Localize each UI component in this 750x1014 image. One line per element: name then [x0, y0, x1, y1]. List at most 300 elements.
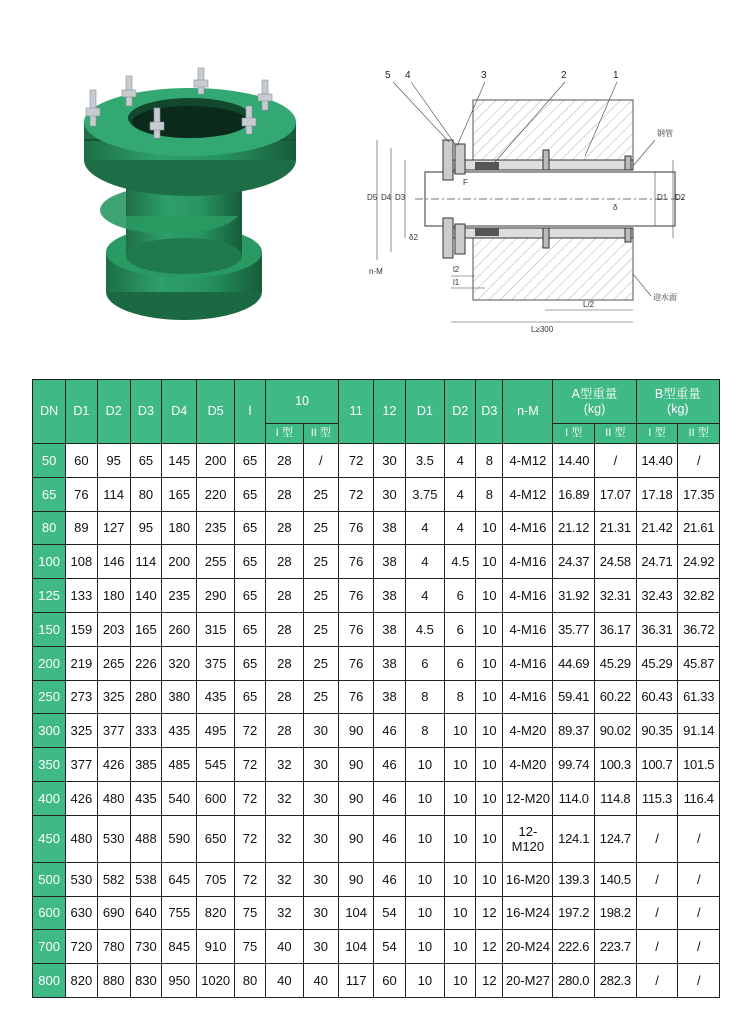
- cell-l: 65: [234, 680, 265, 714]
- cell-b1: /: [636, 930, 678, 964]
- cell-a2: 45.29: [594, 646, 636, 680]
- cell-d4: 180: [162, 511, 197, 545]
- cell-dd2: 10: [445, 815, 476, 862]
- cell-d5: 1020: [197, 964, 234, 998]
- cell-dd2: 6: [445, 579, 476, 613]
- label-b2: δ2: [409, 233, 418, 242]
- cell-b1: 21.42: [636, 511, 678, 545]
- cell-t10-2: 25: [303, 545, 338, 579]
- cell-t10-2: 30: [303, 862, 338, 896]
- cell-c12: 46: [374, 862, 405, 896]
- cell-dd2: 4: [445, 477, 476, 511]
- cell-c12: 54: [374, 930, 405, 964]
- cell-l: 65: [234, 444, 265, 478]
- header-dd3: D3: [476, 380, 503, 444]
- cell-c11: 117: [338, 964, 373, 998]
- cell-b2: 17.35: [678, 477, 720, 511]
- cell-nm: 4-M16: [503, 612, 553, 646]
- cell-dd2: 10: [445, 781, 476, 815]
- cell-l: 72: [234, 862, 265, 896]
- cell-dd1: 4.5: [405, 612, 445, 646]
- cell-nm: 4-M16: [503, 680, 553, 714]
- header-dd1: D1: [405, 380, 445, 444]
- cell-d2: 480: [97, 781, 130, 815]
- cell-dd3: 10: [476, 545, 503, 579]
- cell-nm: 20-M27: [503, 964, 553, 998]
- label-f: F: [463, 178, 468, 187]
- cell-t10-1: 28: [266, 477, 303, 511]
- cell-nm: 20-M24: [503, 930, 553, 964]
- cell-t10-1: 28: [266, 579, 303, 613]
- cell-d4: 540: [162, 781, 197, 815]
- callout-3: 3: [481, 70, 487, 81]
- header-10-type2: II 型: [303, 424, 338, 444]
- table-row: [33, 896, 720, 930]
- cell-t10-1: 32: [266, 748, 303, 782]
- cell-b1: 60.43: [636, 680, 678, 714]
- cell-d3: 140: [130, 579, 161, 613]
- cell-d3: 95: [130, 511, 161, 545]
- header-10: 10: [266, 380, 339, 424]
- label-d4: D4: [381, 193, 392, 202]
- cell-l: 65: [234, 646, 265, 680]
- cell-d1: 89: [66, 511, 97, 545]
- cell-d4: 755: [162, 896, 197, 930]
- cell-d2: 426: [97, 748, 130, 782]
- cell-d5: 495: [197, 714, 234, 748]
- cell-c12: 38: [374, 646, 405, 680]
- cell-c11: 90: [338, 862, 373, 896]
- cell-t10-2: 30: [303, 781, 338, 815]
- cell-dd1: 8: [405, 714, 445, 748]
- cell-a2: 60.22: [594, 680, 636, 714]
- cell-a1: 16.89: [553, 477, 595, 511]
- cell-d1: 377: [66, 748, 97, 782]
- cell-dd3: 12: [476, 896, 503, 930]
- cell-b1: 115.3: [636, 781, 678, 815]
- cell-dn: 200: [33, 646, 66, 680]
- cell-dd3: 12: [476, 930, 503, 964]
- cell-c12: 46: [374, 815, 405, 862]
- cell-d1: 426: [66, 781, 97, 815]
- cell-d5: 545: [197, 748, 234, 782]
- wall-bottom: [473, 238, 633, 300]
- cell-a2: 24.58: [594, 545, 636, 579]
- cell-dd2: 4: [445, 444, 476, 478]
- cell-d4: 590: [162, 815, 197, 862]
- cell-dd2: 10: [445, 896, 476, 930]
- cell-d1: 108: [66, 545, 97, 579]
- header-dn: DN: [33, 380, 66, 444]
- cell-a1: 139.3: [553, 862, 595, 896]
- cell-dd2: 10: [445, 862, 476, 896]
- cell-dd3: 10: [476, 815, 503, 862]
- cell-l: 72: [234, 781, 265, 815]
- callout-4: 4: [405, 70, 411, 81]
- cell-dd3: 10: [476, 781, 503, 815]
- cell-t10-1: 28: [266, 545, 303, 579]
- header-a-type1: I 型: [553, 424, 595, 444]
- cell-c11: 72: [338, 477, 373, 511]
- cell-dn: 65: [33, 477, 66, 511]
- cell-d2: 265: [97, 646, 130, 680]
- cell-a2: 114.8: [594, 781, 636, 815]
- a-weight-title: A型重量: [571, 386, 618, 401]
- cell-dd2: 10: [445, 964, 476, 998]
- cell-d4: 145: [162, 444, 197, 478]
- cell-t10-1: 28: [266, 612, 303, 646]
- cell-c12: 30: [374, 444, 405, 478]
- cell-d4: 165: [162, 477, 197, 511]
- cell-dn: 50: [33, 444, 66, 478]
- cell-d3: 226: [130, 646, 161, 680]
- cell-b2: 21.61: [678, 511, 720, 545]
- cell-t10-1: 32: [266, 896, 303, 930]
- cell-a2: 100.3: [594, 748, 636, 782]
- cell-d5: 220: [197, 477, 234, 511]
- cell-t10-2: 25: [303, 612, 338, 646]
- cell-a1: 222.6: [553, 930, 595, 964]
- cell-a1: 24.37: [553, 545, 595, 579]
- cell-d2: 780: [97, 930, 130, 964]
- cell-b1: 32.43: [636, 579, 678, 613]
- cell-dd2: 6: [445, 612, 476, 646]
- table-row: [33, 612, 720, 646]
- a-weight-unit: (kg): [583, 401, 606, 416]
- table-body: [33, 444, 720, 998]
- label-steel-pipe: 钢管: [657, 129, 673, 138]
- header-a-type2: II 型: [594, 424, 636, 444]
- cell-l: 65: [234, 545, 265, 579]
- cell-b1: 24.71: [636, 545, 678, 579]
- cell-d5: 705: [197, 862, 234, 896]
- cell-t10-1: 32: [266, 815, 303, 862]
- cell-dd1: 10: [405, 930, 445, 964]
- cell-dd1: 10: [405, 815, 445, 862]
- cell-t10-2: 25: [303, 680, 338, 714]
- cell-d5: 650: [197, 815, 234, 862]
- cell-d4: 320: [162, 646, 197, 680]
- cell-a1: 35.77: [553, 612, 595, 646]
- cell-b2: 91.14: [678, 714, 720, 748]
- cell-c11: 76: [338, 579, 373, 613]
- cell-dd2: 10: [445, 930, 476, 964]
- cell-dn: 500: [33, 862, 66, 896]
- cell-d1: 820: [66, 964, 97, 998]
- cell-d3: 114: [130, 545, 161, 579]
- cell-a2: 21.31: [594, 511, 636, 545]
- cell-dn: 300: [33, 714, 66, 748]
- cell-l: 65: [234, 511, 265, 545]
- cell-d3: 435: [130, 781, 161, 815]
- cell-a2: 124.7: [594, 815, 636, 862]
- cell-a1: 21.12: [553, 511, 595, 545]
- cell-d1: 530: [66, 862, 97, 896]
- cell-b1: /: [636, 896, 678, 930]
- cell-d1: 60: [66, 444, 97, 478]
- cell-d2: 530: [97, 815, 130, 862]
- cell-t10-2: 40: [303, 964, 338, 998]
- header-b-type1: I 型: [636, 424, 678, 444]
- cell-t10-1: 28: [266, 444, 303, 478]
- cell-dn: 400: [33, 781, 66, 815]
- cell-t10-2: /: [303, 444, 338, 478]
- cell-d3: 65: [130, 444, 161, 478]
- label-d5: D5: [367, 193, 378, 202]
- callout-2: 2: [561, 70, 567, 81]
- cell-a2: 198.2: [594, 896, 636, 930]
- cell-l: 80: [234, 964, 265, 998]
- cell-a1: 280.0: [553, 964, 595, 998]
- cell-c12: 30: [374, 477, 405, 511]
- cell-dn: 800: [33, 964, 66, 998]
- cell-nm: 16-M24: [503, 896, 553, 930]
- cell-d5: 820: [197, 896, 234, 930]
- cell-b1: /: [636, 964, 678, 998]
- cell-t10-2: 30: [303, 930, 338, 964]
- cell-t10-2: 25: [303, 579, 338, 613]
- cell-dd1: 4: [405, 545, 445, 579]
- cell-b1: 17.18: [636, 477, 678, 511]
- cell-d5: 255: [197, 545, 234, 579]
- cell-d5: 315: [197, 612, 234, 646]
- header-d2: D2: [97, 380, 130, 444]
- header-12: 12: [374, 380, 405, 444]
- cell-dd1: 8: [405, 680, 445, 714]
- cell-b1: /: [636, 862, 678, 896]
- wall-top: [473, 100, 633, 160]
- cell-l: 75: [234, 896, 265, 930]
- cell-dn: 125: [33, 579, 66, 613]
- cell-c12: 46: [374, 714, 405, 748]
- cell-b2: /: [678, 444, 720, 478]
- cell-d2: 114: [97, 477, 130, 511]
- cell-d5: 290: [197, 579, 234, 613]
- cell-a1: 89.37: [553, 714, 595, 748]
- cell-dd2: 10: [445, 748, 476, 782]
- table-row: [33, 579, 720, 613]
- cell-t10-2: 30: [303, 815, 338, 862]
- cell-dd1: 10: [405, 862, 445, 896]
- header-11: 11: [338, 380, 373, 444]
- cell-a2: 32.31: [594, 579, 636, 613]
- cell-d3: 385: [130, 748, 161, 782]
- cell-b2: /: [678, 964, 720, 998]
- cell-d3: 640: [130, 896, 161, 930]
- cell-c11: 104: [338, 930, 373, 964]
- header-nm: n-M: [503, 380, 553, 444]
- header-b-type2: II 型: [678, 424, 720, 444]
- table-row: [33, 646, 720, 680]
- cell-c12: 38: [374, 680, 405, 714]
- cell-b2: 116.4: [678, 781, 720, 815]
- cell-dd3: 10: [476, 612, 503, 646]
- b-weight-title: B型重量: [654, 386, 701, 401]
- cell-b2: 32.82: [678, 579, 720, 613]
- cell-d1: 273: [66, 680, 97, 714]
- header-a-weight: [553, 380, 636, 424]
- cell-c12: 46: [374, 748, 405, 782]
- cell-d3: 80: [130, 477, 161, 511]
- cell-dd3: 10: [476, 862, 503, 896]
- cell-c11: 76: [338, 545, 373, 579]
- cell-t10-2: 30: [303, 748, 338, 782]
- cell-dn: 450: [33, 815, 66, 862]
- cell-a2: 90.02: [594, 714, 636, 748]
- cell-a2: 140.5: [594, 862, 636, 896]
- cell-d2: 203: [97, 612, 130, 646]
- header-d1: D1: [66, 380, 97, 444]
- cell-d5: 435: [197, 680, 234, 714]
- cell-a1: 124.1: [553, 815, 595, 862]
- table-row: [33, 781, 720, 815]
- cell-c12: 46: [374, 781, 405, 815]
- cell-nm: 4-M16: [503, 646, 553, 680]
- cell-dd3: 8: [476, 444, 503, 478]
- cell-a2: /: [594, 444, 636, 478]
- cell-b2: 24.92: [678, 545, 720, 579]
- cell-a1: 114.0: [553, 781, 595, 815]
- cell-a2: 223.7: [594, 930, 636, 964]
- cell-dd1: 3.5: [405, 444, 445, 478]
- cell-t10-1: 28: [266, 646, 303, 680]
- cell-d2: 127: [97, 511, 130, 545]
- label-d2: D2: [675, 193, 686, 202]
- cell-nm: 4-M16: [503, 511, 553, 545]
- cell-l: 72: [234, 815, 265, 862]
- table-row: [33, 444, 720, 478]
- cell-dn: 600: [33, 896, 66, 930]
- cell-t10-1: 28: [266, 680, 303, 714]
- cell-d3: 830: [130, 964, 161, 998]
- cell-dd2: 4.5: [445, 545, 476, 579]
- cell-d4: 260: [162, 612, 197, 646]
- cell-d5: 600: [197, 781, 234, 815]
- cell-b1: 90.35: [636, 714, 678, 748]
- label-l1: l1: [453, 278, 460, 287]
- cell-dd1: 10: [405, 964, 445, 998]
- cell-c11: 90: [338, 815, 373, 862]
- cell-a2: 282.3: [594, 964, 636, 998]
- cell-nm: 12-M20: [503, 781, 553, 815]
- cell-c11: 104: [338, 896, 373, 930]
- cell-c12: 38: [374, 579, 405, 613]
- header-dd2: D2: [445, 380, 476, 444]
- header-l: l: [234, 380, 265, 444]
- cell-b2: /: [678, 930, 720, 964]
- cell-l: 75: [234, 930, 265, 964]
- cell-b2: 61.33: [678, 680, 720, 714]
- cell-l: 72: [234, 714, 265, 748]
- cell-d2: 582: [97, 862, 130, 896]
- cell-dd2: 4: [445, 511, 476, 545]
- cell-t10-1: 40: [266, 930, 303, 964]
- cell-dd3: 10: [476, 748, 503, 782]
- cell-dd3: 10: [476, 579, 503, 613]
- cell-b1: 14.40: [636, 444, 678, 478]
- cell-d4: 645: [162, 862, 197, 896]
- cell-c12: 38: [374, 511, 405, 545]
- table-row: [33, 545, 720, 579]
- cell-d4: 380: [162, 680, 197, 714]
- cell-d2: 95: [97, 444, 130, 478]
- cell-dd3: 8: [476, 477, 503, 511]
- label-l2: l2: [453, 265, 460, 274]
- header-d5: D5: [197, 380, 234, 444]
- cell-d1: 720: [66, 930, 97, 964]
- cell-l: 65: [234, 579, 265, 613]
- cell-b1: 36.31: [636, 612, 678, 646]
- cell-dd2: 8: [445, 680, 476, 714]
- cell-dd1: 10: [405, 748, 445, 782]
- table-row: [33, 815, 720, 862]
- cell-d4: 485: [162, 748, 197, 782]
- cell-t10-2: 30: [303, 714, 338, 748]
- cell-dd3: 10: [476, 511, 503, 545]
- cell-a2: 36.17: [594, 612, 636, 646]
- label-half-length: L/2: [583, 300, 595, 309]
- cell-d1: 630: [66, 896, 97, 930]
- header-d3: D3: [130, 380, 161, 444]
- cell-d3: 280: [130, 680, 161, 714]
- cell-d5: 910: [197, 930, 234, 964]
- cell-dd1: 6: [405, 646, 445, 680]
- cell-d1: 133: [66, 579, 97, 613]
- cell-t10-1: 40: [266, 964, 303, 998]
- header-d4: D4: [162, 380, 197, 444]
- cell-d1: 480: [66, 815, 97, 862]
- cell-b1: 100.7: [636, 748, 678, 782]
- cell-a1: 14.40: [553, 444, 595, 478]
- cell-d1: 76: [66, 477, 97, 511]
- cell-dn: 250: [33, 680, 66, 714]
- cell-nm: 12-M120: [503, 815, 553, 862]
- table-row: [33, 477, 720, 511]
- cell-nm: 4-M20: [503, 714, 553, 748]
- table-row: [33, 930, 720, 964]
- technical-drawing: [355, 60, 695, 335]
- cell-d2: 377: [97, 714, 130, 748]
- label-nm: n-M: [369, 267, 383, 276]
- product-photo: [70, 60, 310, 340]
- cell-c11: 72: [338, 444, 373, 478]
- table-row: [33, 714, 720, 748]
- cell-dd3: 12: [476, 964, 503, 998]
- callout-1: 1: [613, 70, 619, 81]
- cell-c11: 90: [338, 748, 373, 782]
- cell-d1: 219: [66, 646, 97, 680]
- cell-t10-2: 25: [303, 477, 338, 511]
- cell-nm: 4-M20: [503, 748, 553, 782]
- cell-dd3: 10: [476, 714, 503, 748]
- cell-c11: 90: [338, 714, 373, 748]
- cell-d4: 235: [162, 579, 197, 613]
- cell-a1: 44.69: [553, 646, 595, 680]
- cell-t10-2: 25: [303, 646, 338, 680]
- cell-d3: 538: [130, 862, 161, 896]
- cell-c12: 54: [374, 896, 405, 930]
- label-delta: δ: [613, 203, 618, 212]
- cell-d1: 159: [66, 612, 97, 646]
- header-10-type1: I 型: [266, 424, 303, 444]
- cell-c12: 60: [374, 964, 405, 998]
- cell-c11: 76: [338, 646, 373, 680]
- cell-d3: 165: [130, 612, 161, 646]
- cell-d5: 235: [197, 511, 234, 545]
- table-row: [33, 680, 720, 714]
- cell-t10-1: 32: [266, 862, 303, 896]
- cell-d1: 325: [66, 714, 97, 748]
